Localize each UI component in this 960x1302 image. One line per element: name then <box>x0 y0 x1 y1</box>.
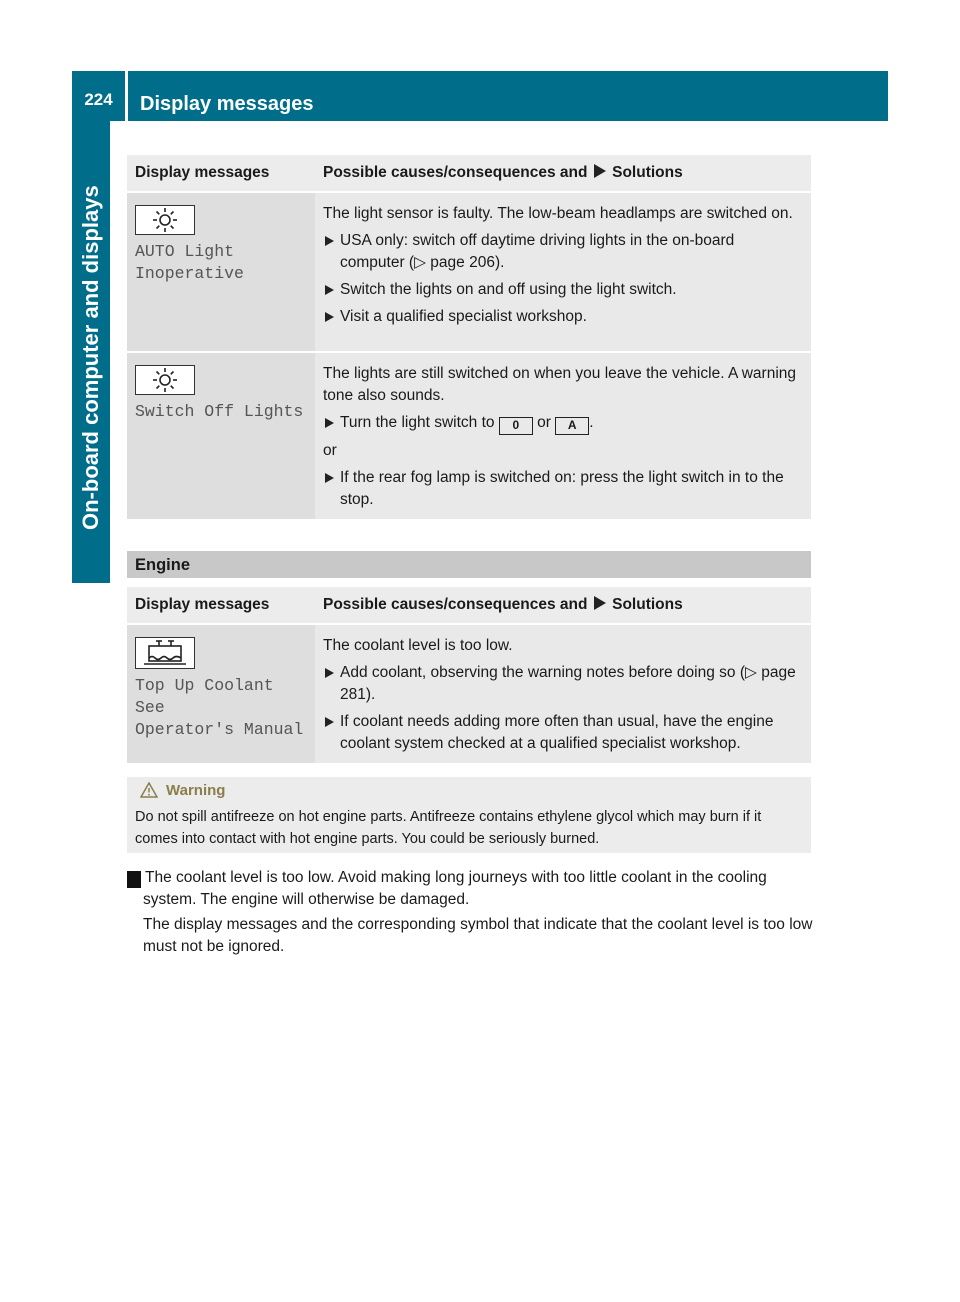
warning-triangle-icon <box>140 782 158 798</box>
light-sensor-icon <box>135 365 195 395</box>
cause-text: The coolant level is too low. <box>323 637 513 654</box>
column-header-causes: Possible causes/consequences and Solutions <box>315 155 811 191</box>
column-header-messages: Display messages <box>127 587 315 623</box>
solution-step: Visit a qualified specialist workshop. <box>323 306 803 328</box>
table-row <box>127 193 811 351</box>
page-number: 224 <box>84 90 113 109</box>
solution-step: Add coolant, observing the warning notes before doing so (▷ page 281). <box>323 662 803 706</box>
display-messages-table-engine <box>127 587 811 763</box>
cause-text: The light sensor is faulty. The low-beam headlamps are switched on. <box>323 205 793 222</box>
cause-text: The lights are still switched on when you leave the vehicle. A warning tone also sounds. <box>323 365 797 404</box>
solution-step: Turn the light switch to 0 or A . <box>323 412 803 435</box>
solution-step: If the rear fog lamp is switched on: press the light switch in to the stop. <box>323 467 803 511</box>
column-header-messages: Display messages <box>127 155 315 191</box>
warning-text: Do not spill antifreeze on hot engine parts. Antifreeze contains ethylene glycol which may burn if it comes into contact with hot engine parts. You could be seriously burned. <box>135 809 762 847</box>
or-text: or <box>323 442 337 459</box>
solution-step: Switch the lights on and off using the light switch. <box>323 279 803 301</box>
light-sensor-icon <box>135 205 195 235</box>
column-header-causes: Possible causes/consequences and Solutions <box>315 587 811 623</box>
page-title: Display messages <box>140 93 314 115</box>
solutions-arrow-icon <box>594 164 606 178</box>
note-block <box>123 867 813 961</box>
caution-icon: ! <box>127 871 141 888</box>
warning-heading: Warning <box>140 781 225 801</box>
display-messages-table-lights <box>127 155 811 519</box>
section-title-engine: Engine <box>135 556 191 574</box>
light-switch-off-key: 0 <box>499 417 533 435</box>
section-bar <box>127 551 811 578</box>
solutions-arrow-icon <box>594 596 606 610</box>
display-message-text: Switch Off Lights <box>135 402 304 421</box>
coolant-level-icon <box>135 637 195 669</box>
header-divider <box>125 71 128 121</box>
side-tab-label: On-board computer and displays <box>78 185 103 530</box>
light-switch-auto-key: A <box>555 417 589 435</box>
table-row <box>127 353 811 519</box>
table-row <box>127 625 811 763</box>
solution-step: USA only: switch off daytime driving lights in the on-board computer (▷ page 206). <box>323 230 803 274</box>
note-paragraph: The display messages and the corresponding symbol that indicate that the coolant level is too low must not be ignored. <box>143 916 813 955</box>
note-paragraph: The coolant level is too low. Avoid making long journeys with too little coolant in the cooling system. The engine will otherwise be damaged. <box>143 869 767 908</box>
display-message-text: Top Up Coolant See Operator's Manual <box>135 676 304 739</box>
solution-step: If coolant needs adding more often than usual, have the engine coolant system checked at a qualified specialist workshop. <box>323 711 803 755</box>
display-message-text: AUTO Light Inoperative <box>135 242 244 283</box>
